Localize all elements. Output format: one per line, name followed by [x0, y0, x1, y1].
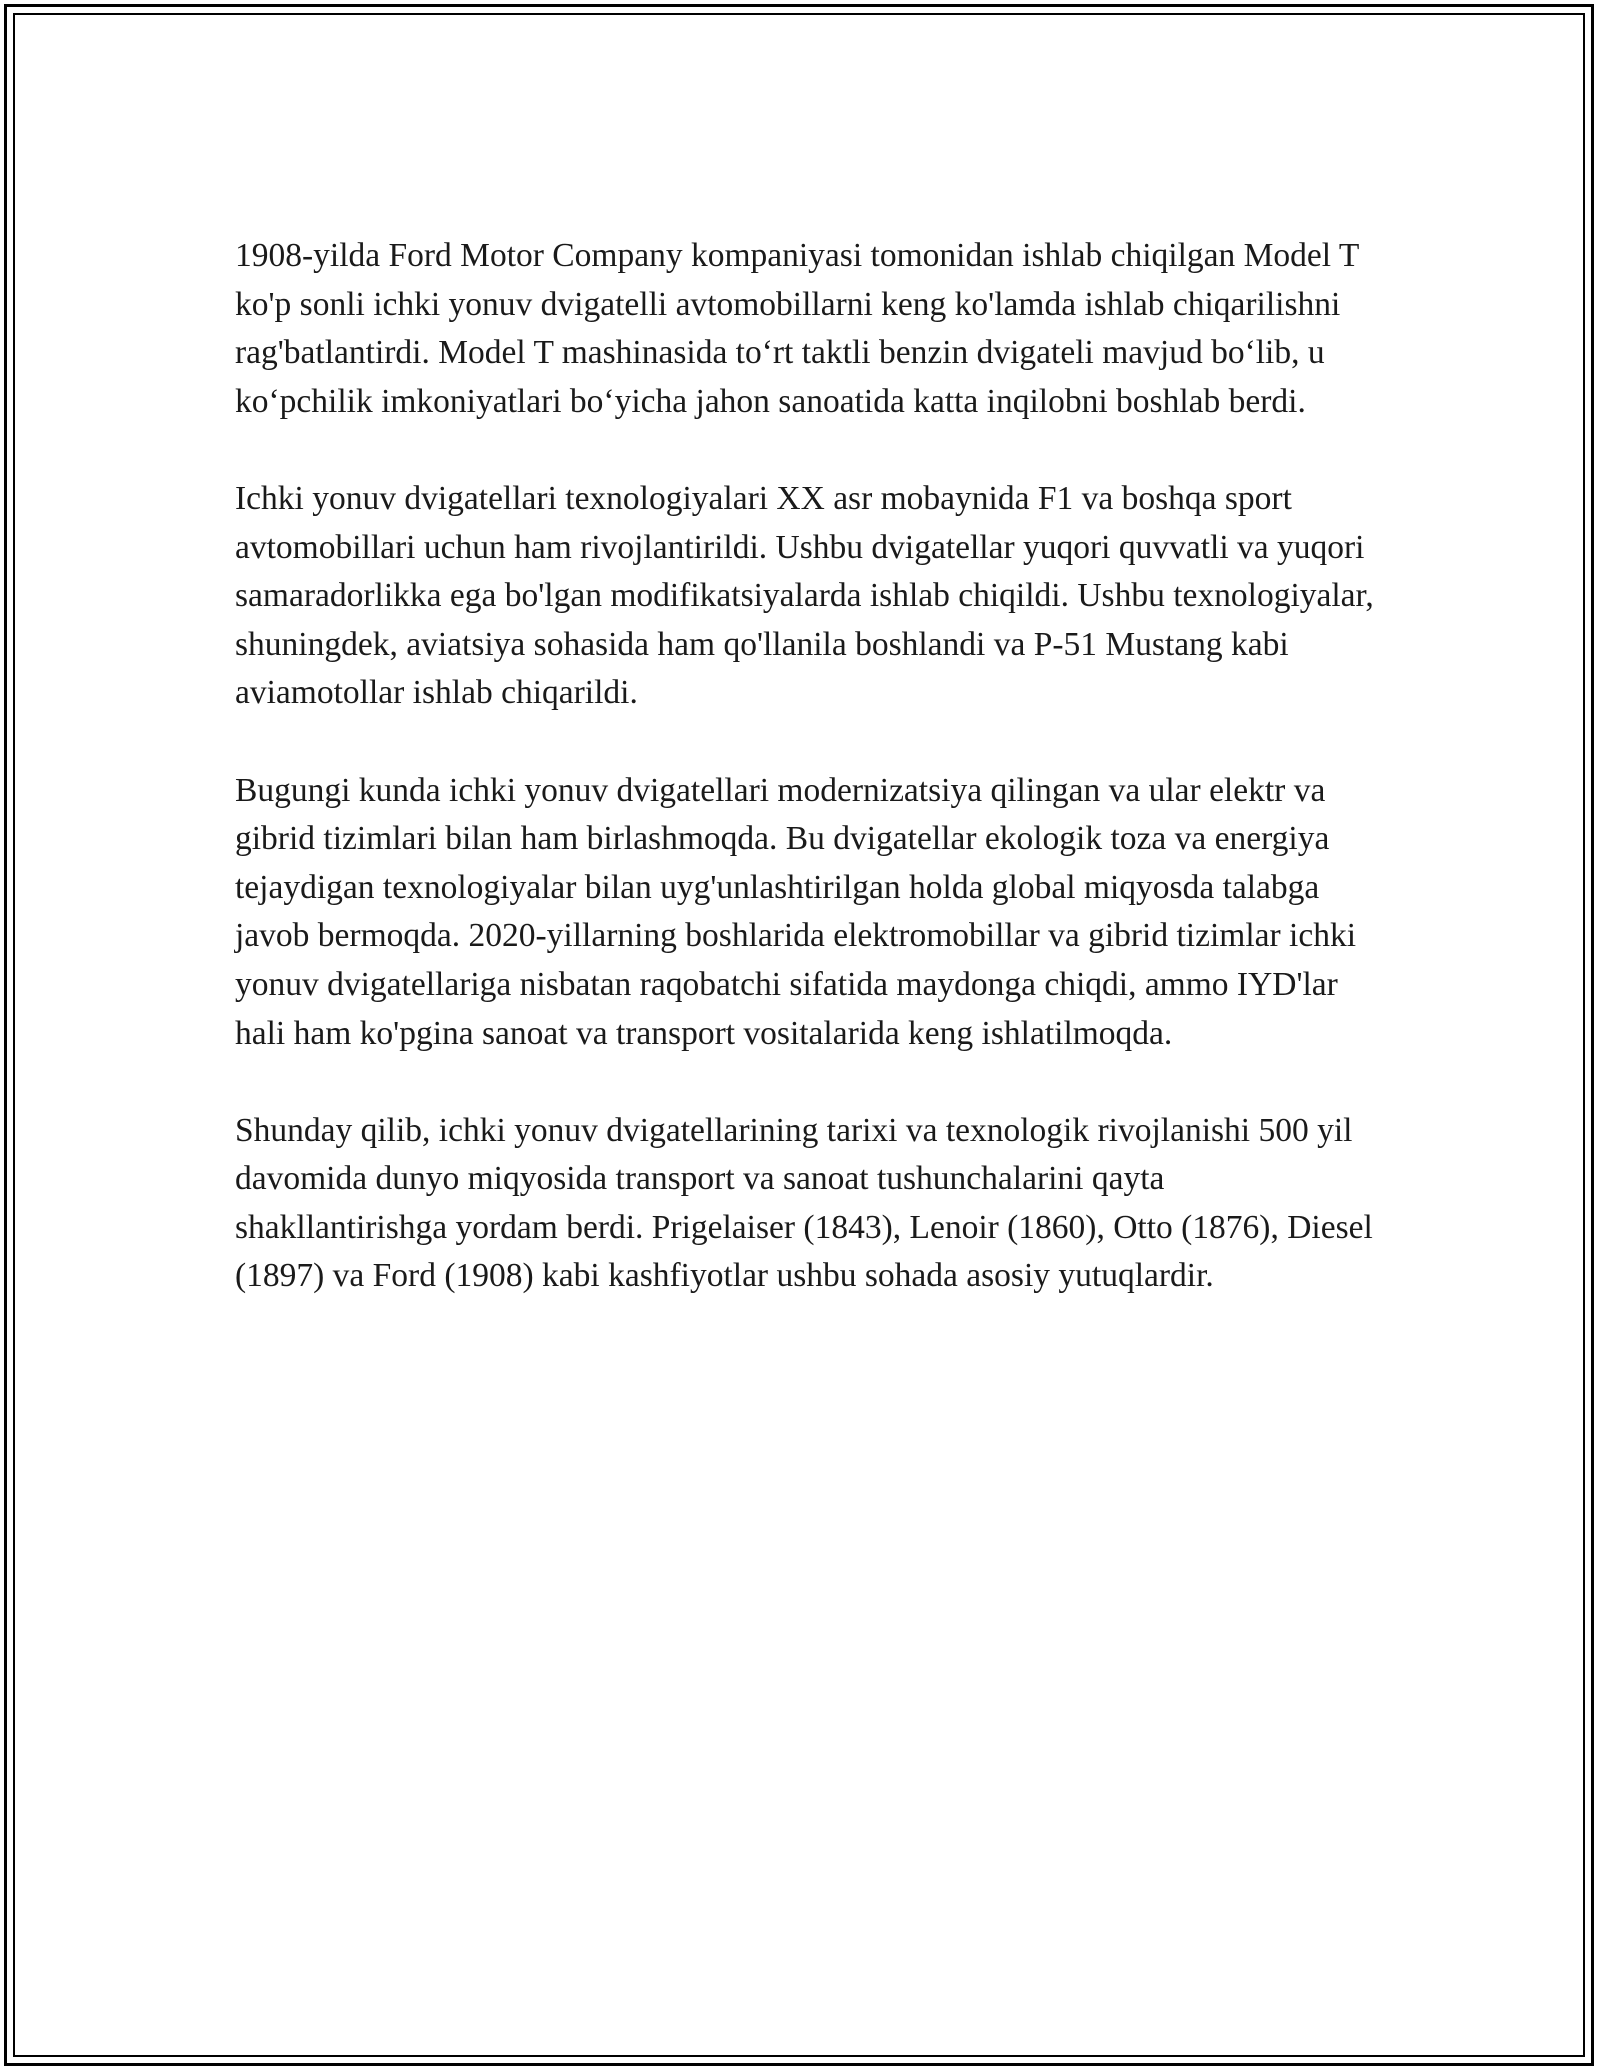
paragraph-modern-engines: Bugungi kunda ichki yonuv dvigatellari modernizatsiya qilingan va ular elektr va gibrid tizimlari bilan ham birlashmoqda. Bu dvigatellar ekologik toza va energiya tejaydigan texnologiyalar bilan uyg'unlashtirilgan holda global miqyosda talabga javob bermoqda. 2020-yillarning boshlarida elektromobillar va gibrid tizimlar ichki yonuv dvigatellariga nisbatan raqobatchi sifatida maydonga chiqdi, ammo IYD'lar hali ham ko'pgina sanoat va transport vositalarida keng ishlatilmoqda. — [235, 771, 1357, 1052]
document-body — [235, 232, 1375, 1301]
paragraph-ford-model-t: 1908-yilda Ford Motor Company kompaniyasi tomonidan ishlab chiqilgan Model T ko'p sonli ichki yonuv dvigatelli avtomobillarni keng ko'lamda ishlab chiqarilishni rag'batlantirdi. Model T mashinasida to‘rt taktli benzin dvigateli mavjud bo‘lib, u ko‘pchilik imkoniyatlari bo‘yicha jahon sanoatida katta inqilobni boshlab berdi. — [235, 237, 1359, 420]
paragraph-conclusion: Shunday qilib, ichki yonuv dvigatellarining tarixi va texnologik rivojlanishi 500 yil davomida dunyo miqyosida transport va sanoat tushunchalarini qayta shakllantirishga yordam berdi. Prigelaiser (1843), Lenoir (1860), Otto (1876), Diesel (1897) va Ford (1908) kabi kashfiyotlar ushbu sohada asosiy yutuqlardir. — [235, 1111, 1373, 1295]
paragraph-sport-aviation-engines: Ichki yonuv dvigatellari texnologiyalari XX asr mobaynida F1 va boshqa sport avtomobillari uchun ham rivojlantirildi. Ushbu dvigatellar yuqori quvvatli va yuqori samaradorlikka ega bo'lgan modifikatsiyalarda ishlab chiqildi. Ushbu texnologiyalar, shuningdek, aviatsiya sohasida ham qo'llanila boshlandi va P-51 Mustang kabi aviamotollar ishlab chiqarildi. — [235, 479, 1374, 712]
